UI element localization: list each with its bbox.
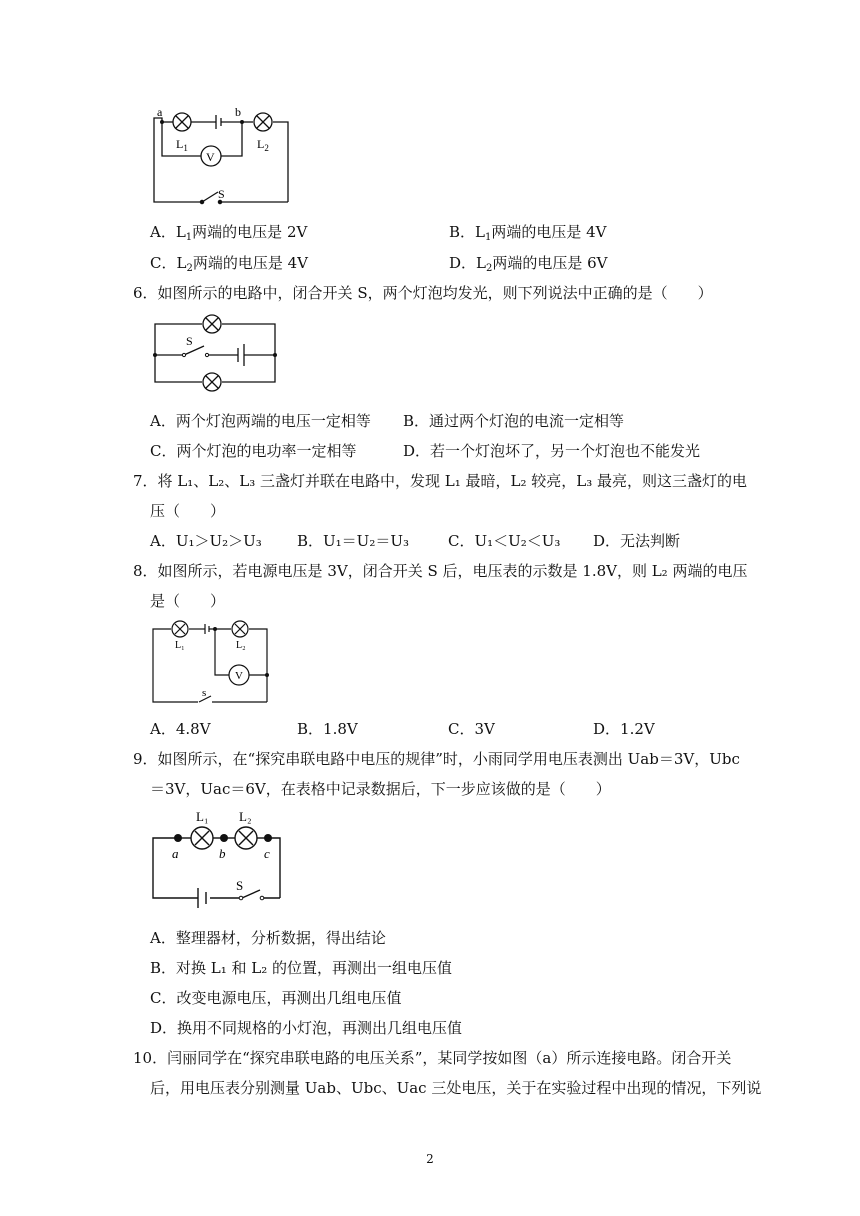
switch-label: s [202, 687, 207, 699]
q8-option-a: A．4.8V [150, 720, 211, 738]
q9-stem-line2: ＝3V，Uac＝6V，在表格中记录数据后，下一步应该做的是（ ） [150, 780, 611, 798]
q7-option-d: D．无法判断 [593, 532, 681, 550]
lamp-l1-label: L₁ [196, 809, 209, 824]
q6-circuit-diagram [150, 310, 280, 390]
point-b-label: b [235, 105, 241, 119]
lamp-l1-label: L₁ [175, 640, 185, 651]
q9-option-b: B．对换 L₁ 和 L₂ 的位置，再测出一组电压值 [150, 959, 453, 977]
q7-option-a: A．U₁＞U₂＞U₃ [150, 532, 262, 550]
q5-option-a: A．$L_1$两端的电压是 2V [150, 223, 308, 243]
q9-option-d: D．换用不同规格的小灯泡，再测出几组电压值 [150, 1019, 463, 1037]
switch-label: S [236, 878, 244, 893]
q6-stem: 6．如图所示的电路中，闭合开关 S，两个灯泡均发光，则下列说法中正确的是（ ） [133, 284, 713, 302]
q8-option-c: C．3V [448, 720, 495, 738]
voltmeter-label: V [206, 150, 215, 164]
q9-option-c: C．改变电源电压，再测出几组电压值 [150, 989, 402, 1007]
q7-option-b: B．U₁＝U₂＝U₃ [297, 532, 409, 550]
q6-option-d: D．若一个灯泡坏了，另一个灯泡也不能发光 [403, 442, 701, 460]
q5-option-b: B．$L_1$两端的电压是 4V [449, 223, 607, 243]
lamp-l2-label: L₂ [236, 640, 246, 651]
q5-circuit-diagram [140, 104, 300, 204]
q6-option-b: B．通过两个灯泡的电流一定相等 [403, 412, 625, 430]
q8-option-d: D．1.2V [593, 720, 655, 738]
q8-option-b: B．1.8V [297, 720, 358, 738]
q9-stem-line1: 9．如图所示，在“探究串联电路中电压的规律”时，小雨同学用电压表测出 Uab＝3V，Ubc [133, 750, 740, 768]
point-c-label: c [264, 846, 270, 861]
q6-option-c: C．两个灯泡的电功率一定相等 [150, 442, 357, 460]
q8-circuit-diagram [150, 618, 275, 708]
q7-stem-line2: 压（ ） [150, 502, 226, 520]
q7-option-c: C．U₁＜U₂＜U₃ [448, 532, 561, 550]
q10-stem-line1: 10．闫丽同学在“探究串联电路的电压关系”，某同学按如图（a）所示连接电路。闭合开关 [133, 1049, 732, 1067]
q6-option-a: A．两个灯泡两端的电压一定相等 [150, 412, 371, 430]
lamp-l2-label: L₂ [239, 809, 252, 824]
point-b-label: b [219, 846, 226, 861]
lamp-l2-label: $L_2$ [257, 137, 269, 153]
page-number: 2 [426, 1152, 434, 1166]
q5-option-d: D．$L_2$两端的电压是 6V [449, 254, 608, 274]
point-a-label: a [157, 105, 163, 119]
q9-option-a: A．整理器材，分析数据，得出结论 [150, 929, 386, 947]
switch-label: S [218, 187, 225, 201]
q8-stem-line1: 8．如图所示，若电源电压是 3V，闭合开关 S 后，电压表的示数是 1.8V，则 L₂ 两端的电压 [133, 562, 748, 580]
voltmeter-label: V [235, 670, 243, 682]
q7-stem-line1: 7．将 L₁、L₂、L₃ 三盏灯并联在电路中，发现 L₁ 最暗，L₂ 较亮，L₃ 最亮，则这三盏灯的电 [133, 472, 747, 490]
q5-option-c: C．$L_2$两端的电压是 4V [150, 254, 308, 274]
q10-stem-line2: 后，用电压表分别测量 Uab、Ubc、Uac 三处电压，关于在实验过程中出现的情况，下列说 [150, 1079, 762, 1097]
switch-label: S [186, 334, 193, 348]
lamp-l1-label: $L_1$ [176, 137, 188, 153]
point-a-label: a [172, 846, 179, 861]
q8-stem-line2: 是（ ） [150, 592, 226, 610]
q9-circuit-diagram [150, 808, 285, 918]
